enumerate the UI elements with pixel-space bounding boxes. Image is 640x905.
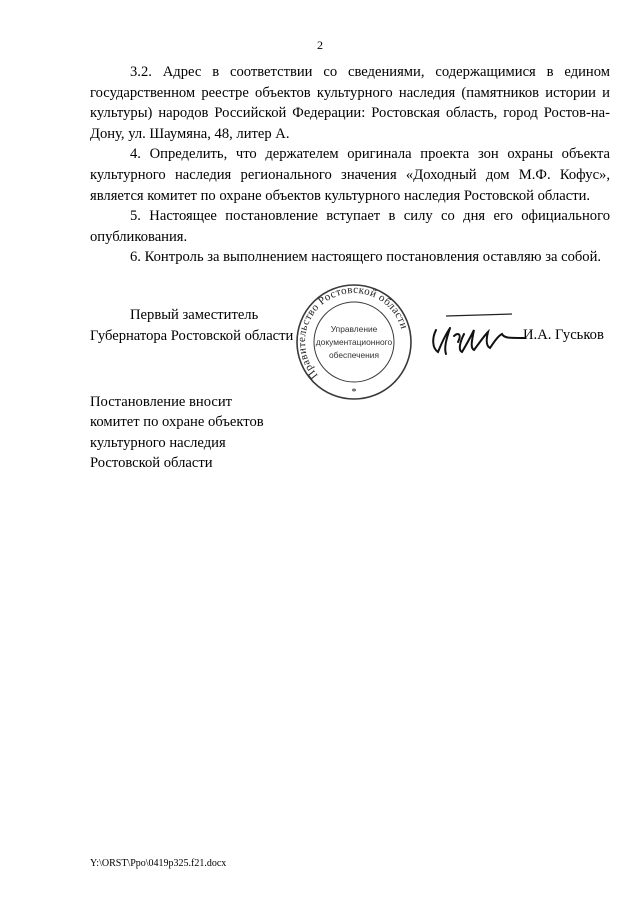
signatory-position bbox=[90, 305, 293, 346]
signatory-position-line2: Губернатора Ростовской области bbox=[90, 327, 294, 344]
stamp-star: * bbox=[351, 387, 357, 398]
signatory-name: И.А. Гуськов bbox=[523, 327, 604, 343]
stamp-center-line1: Управление bbox=[330, 324, 378, 334]
stamp-center-line3: обеспечения bbox=[329, 350, 379, 360]
document-body bbox=[90, 62, 610, 268]
paragraph-3-2: 3.2. Адрес в соответствии со сведениями, содержащимися в едином государственном реестре объектов культурного наследия (памятников истории и культуры) народов Российской Федерации: Ростовская область, город Ростов-на-Дону, ул. Шаумяна, 48, литер А. bbox=[90, 64, 610, 142]
stamp-ring-text: Правительство Ростовской области bbox=[296, 284, 411, 382]
handwritten-signature bbox=[428, 312, 528, 360]
official-seal-stamp bbox=[296, 284, 412, 402]
submitter-line4: Ростовской области bbox=[90, 455, 213, 472]
stamp-center-line2: документационного bbox=[315, 337, 393, 347]
submitter-line1: Постановление вносит bbox=[90, 394, 233, 410]
paragraph-4: 4. Определить, что держателем оригинала проекта зон охраны объекта культурного наследия регионального значения «Доходный дом М.Ф. Кофус», является комитет по охране объектов культурного наследия Ростовской области. bbox=[90, 146, 610, 204]
submitter-line2: комитет по охране объектов bbox=[90, 414, 264, 431]
submitter-note bbox=[90, 392, 264, 474]
paragraph-6: 6. Контроль за выполнением настоящего постановления оставляю за собой. bbox=[130, 249, 602, 266]
signatory-position-line1: Первый заместитель bbox=[130, 307, 259, 323]
footer-file-path: Y:\ORST\Ppo\0419p325.f21.docx bbox=[90, 858, 227, 869]
page-number: 2 bbox=[317, 38, 323, 52]
paragraph-5: 5. Настоящее постановление вступает в силу со дня его официального опубликования. bbox=[90, 208, 610, 245]
submitter-line3: культурного наследия bbox=[90, 434, 226, 451]
